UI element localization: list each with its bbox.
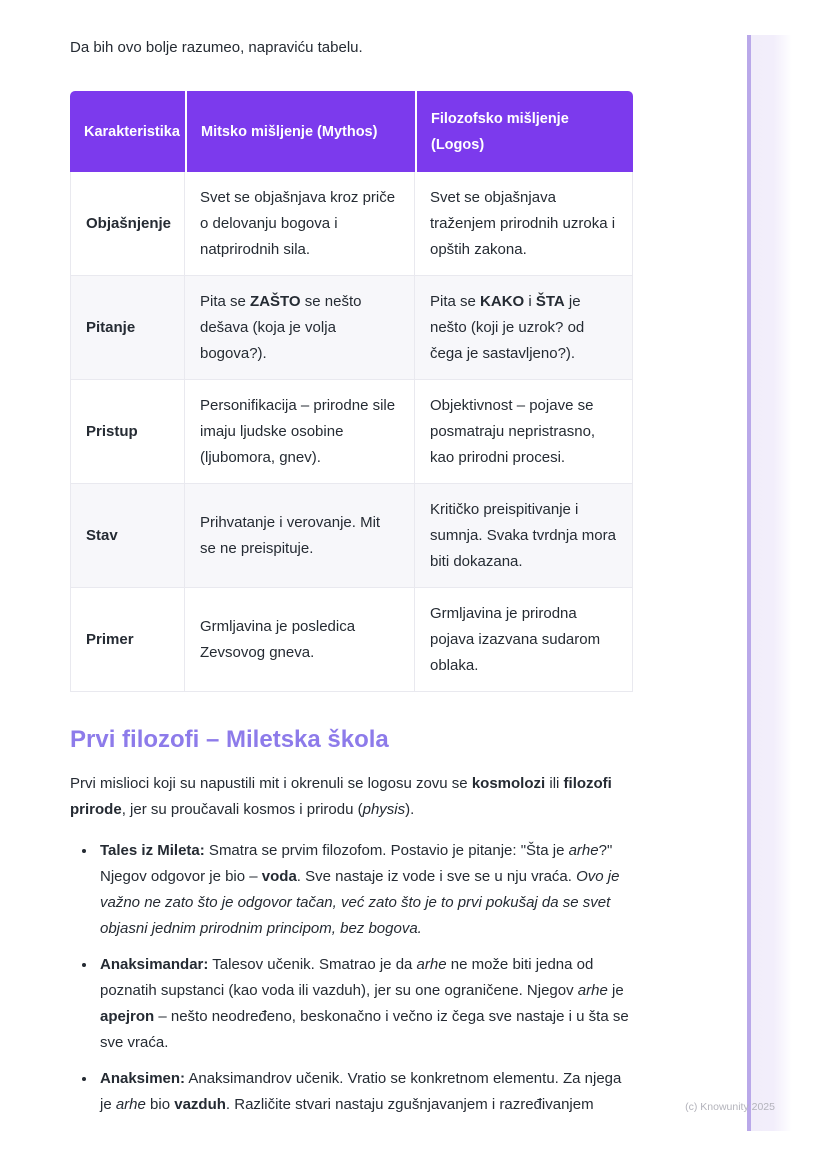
section-paragraph: Prvi mislioci koji su napustili mit i okrenuli se logosu zovu se kosmolozi ili filozofi prirode, jer su proučavali kosmos i prirodu (physis).	[70, 775, 612, 818]
cell-logos: Kritičko preispitivanje i sumnja. Svaka tvrdnja mora biti dokazana.	[415, 484, 633, 588]
philosophers-list	[70, 838, 636, 1118]
table-row	[70, 276, 633, 380]
cell-logos: Pita se KAKO i ŠTA je nešto (koji je uzrok? od čega je sastavljeno?).	[415, 276, 633, 380]
cell-logos: Objektivnost – pojave se posmatraju nepristrasno, kao prirodni procesi.	[415, 380, 633, 484]
list-item-anaksimandar: • Anaksimandar: Talesov učenik. Smatrao je da arhe ne može biti jedna od poznatih supstanci (kao voda ili vazduh), jer su one ograničene. Njegov arhe je apejron – nešto neodređeno, beskonačno i večno iz čega sve nastaje i u šta se sve vraća.	[97, 952, 636, 1056]
list-item-anaksimen: • Anaksimen: Anaksimandrov učenik. Vratio se konkretnom elementu. Za njega je arhe bio vazduh. Različite stvari nastaju zgušnjavanjem i razređivanjem	[97, 1066, 636, 1118]
document-content	[70, 38, 636, 1128]
cell-mythos: Pita se ZAŠTO se nešto dešava (koja je volja bogova?).	[185, 276, 415, 380]
row-label: Stav	[70, 484, 185, 588]
cell-mythos: Svet se objašnjava kroz priče o delovanju bogova i natprirodnih sila.	[185, 172, 415, 276]
section-heading: Prvi filozofi – Miletska škola	[70, 726, 389, 753]
table-header	[70, 91, 633, 172]
comparison-table	[70, 91, 633, 692]
cell-logos: Grmljavina je prirodna pojava izazvana sudarom oblaka.	[415, 588, 633, 692]
intro-paragraph: Da bih ovo bolje razumeo, napraviću tabelu.	[70, 39, 363, 56]
list-item-tales: • Tales iz Mileta: Smatra se prvim filozofom. Postavio je pitanje: "Šta je arhe?" Njegov odgovor je bio – voda. Sve nastaje iz vode i sve se u nju vraća. Ovo je važno ne zato što je odgovor tačan, već zato što je to prvi pokušaj da se svet objasni jednim prirodnim principom, bez bogova.	[97, 838, 636, 942]
header-cell-filozofsko: Filozofsko mišljenje (Logos)	[415, 91, 633, 172]
page-side-strip	[747, 35, 792, 1131]
table-row	[70, 380, 633, 484]
row-label: Primer	[70, 588, 185, 692]
row-label: Objašnjenje	[70, 172, 185, 276]
header-cell-mitsko: Mitsko mišljenje (Mythos)	[185, 91, 415, 172]
cell-mythos: Grmljavina je posledica Zevsovog gneva.	[185, 588, 415, 692]
row-label: Pitanje	[70, 276, 185, 380]
table-row	[70, 484, 633, 588]
table-row	[70, 588, 633, 692]
cell-mythos: Personifikacija – prirodne sile imaju ljudske osobine (ljubomora, gnev).	[185, 380, 415, 484]
row-label: Pristup	[70, 380, 185, 484]
cell-mythos: Prihvatanje i verovanje. Mit se ne preispituje.	[185, 484, 415, 588]
copyright-watermark: (c) Knowunity 2025	[685, 1101, 775, 1113]
header-cell-karakteristika: Karakteristika	[70, 91, 185, 172]
table-row	[70, 172, 633, 276]
cell-logos: Svet se objašnjava traženjem prirodnih uzroka i opštih zakona.	[415, 172, 633, 276]
